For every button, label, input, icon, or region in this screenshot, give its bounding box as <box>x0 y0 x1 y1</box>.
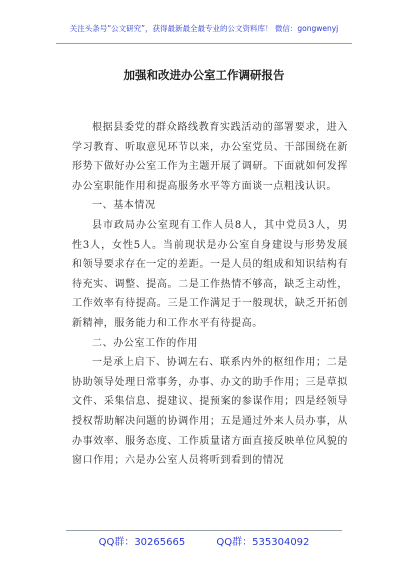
qq-group-2[interactable]: QQ群：535304092 <box>216 537 310 548</box>
section-heading-1: 一、基本情况 <box>92 200 156 212</box>
header-notice[interactable]: 关注头条号“公文研究”，获得最新最全最专业的公文资料库！ 微信：gongwenyj <box>69 24 339 33</box>
body-paragraph: 县市政局办公室现有工作人员8人，其中党员3人，男性3人，女性5人。当前现状是办公室自身建设与形势发展和领导要求存在一定的差距。一是人员的组成和知识结构有待充实、调整、提高。二是工作热情不够高，缺乏主动性，工作效率有待提高。三是工作满足于一般现状，缺乏开拓创新精神，服务能力和工作水平有待提高。 <box>72 219 348 329</box>
document-body <box>72 118 348 471</box>
document-title: 加强和改进办公室工作调研报告 <box>123 68 285 82</box>
qq-group-1[interactable]: QQ群：30265665 <box>98 537 186 548</box>
footer-divider <box>66 530 342 531</box>
section-heading-2: 二、办公室工作的作用 <box>92 337 198 349</box>
header-divider <box>56 43 352 44</box>
intro-paragraph: 根据县委党的群众路线教育实践活动的部署要求，进入学习教育、听取意见环节以来，办公室党员、干部围绕在新形势下做好办公室工作为主题开展了调研。下面就如何发挥办公室职能作用和提高服务水平等方面谈一点粗浅认识。 <box>72 122 348 192</box>
body-paragraph: 一是承上启下、协调左右、联系内外的枢纽作用；二是协助领导处理日常事务，办事、办文的助手作用；三是草拟文件、采集信息、提建议、提预案的参谋作用；四是经领导授权帮助解决问题的协调作用；五是通过外来人员办事，从办事效率、服务态度、工作质量诸方面直接反映单位风貌的窗口作用；六是办公室人员将听到看到的情况 <box>72 357 348 467</box>
footer <box>0 533 408 548</box>
